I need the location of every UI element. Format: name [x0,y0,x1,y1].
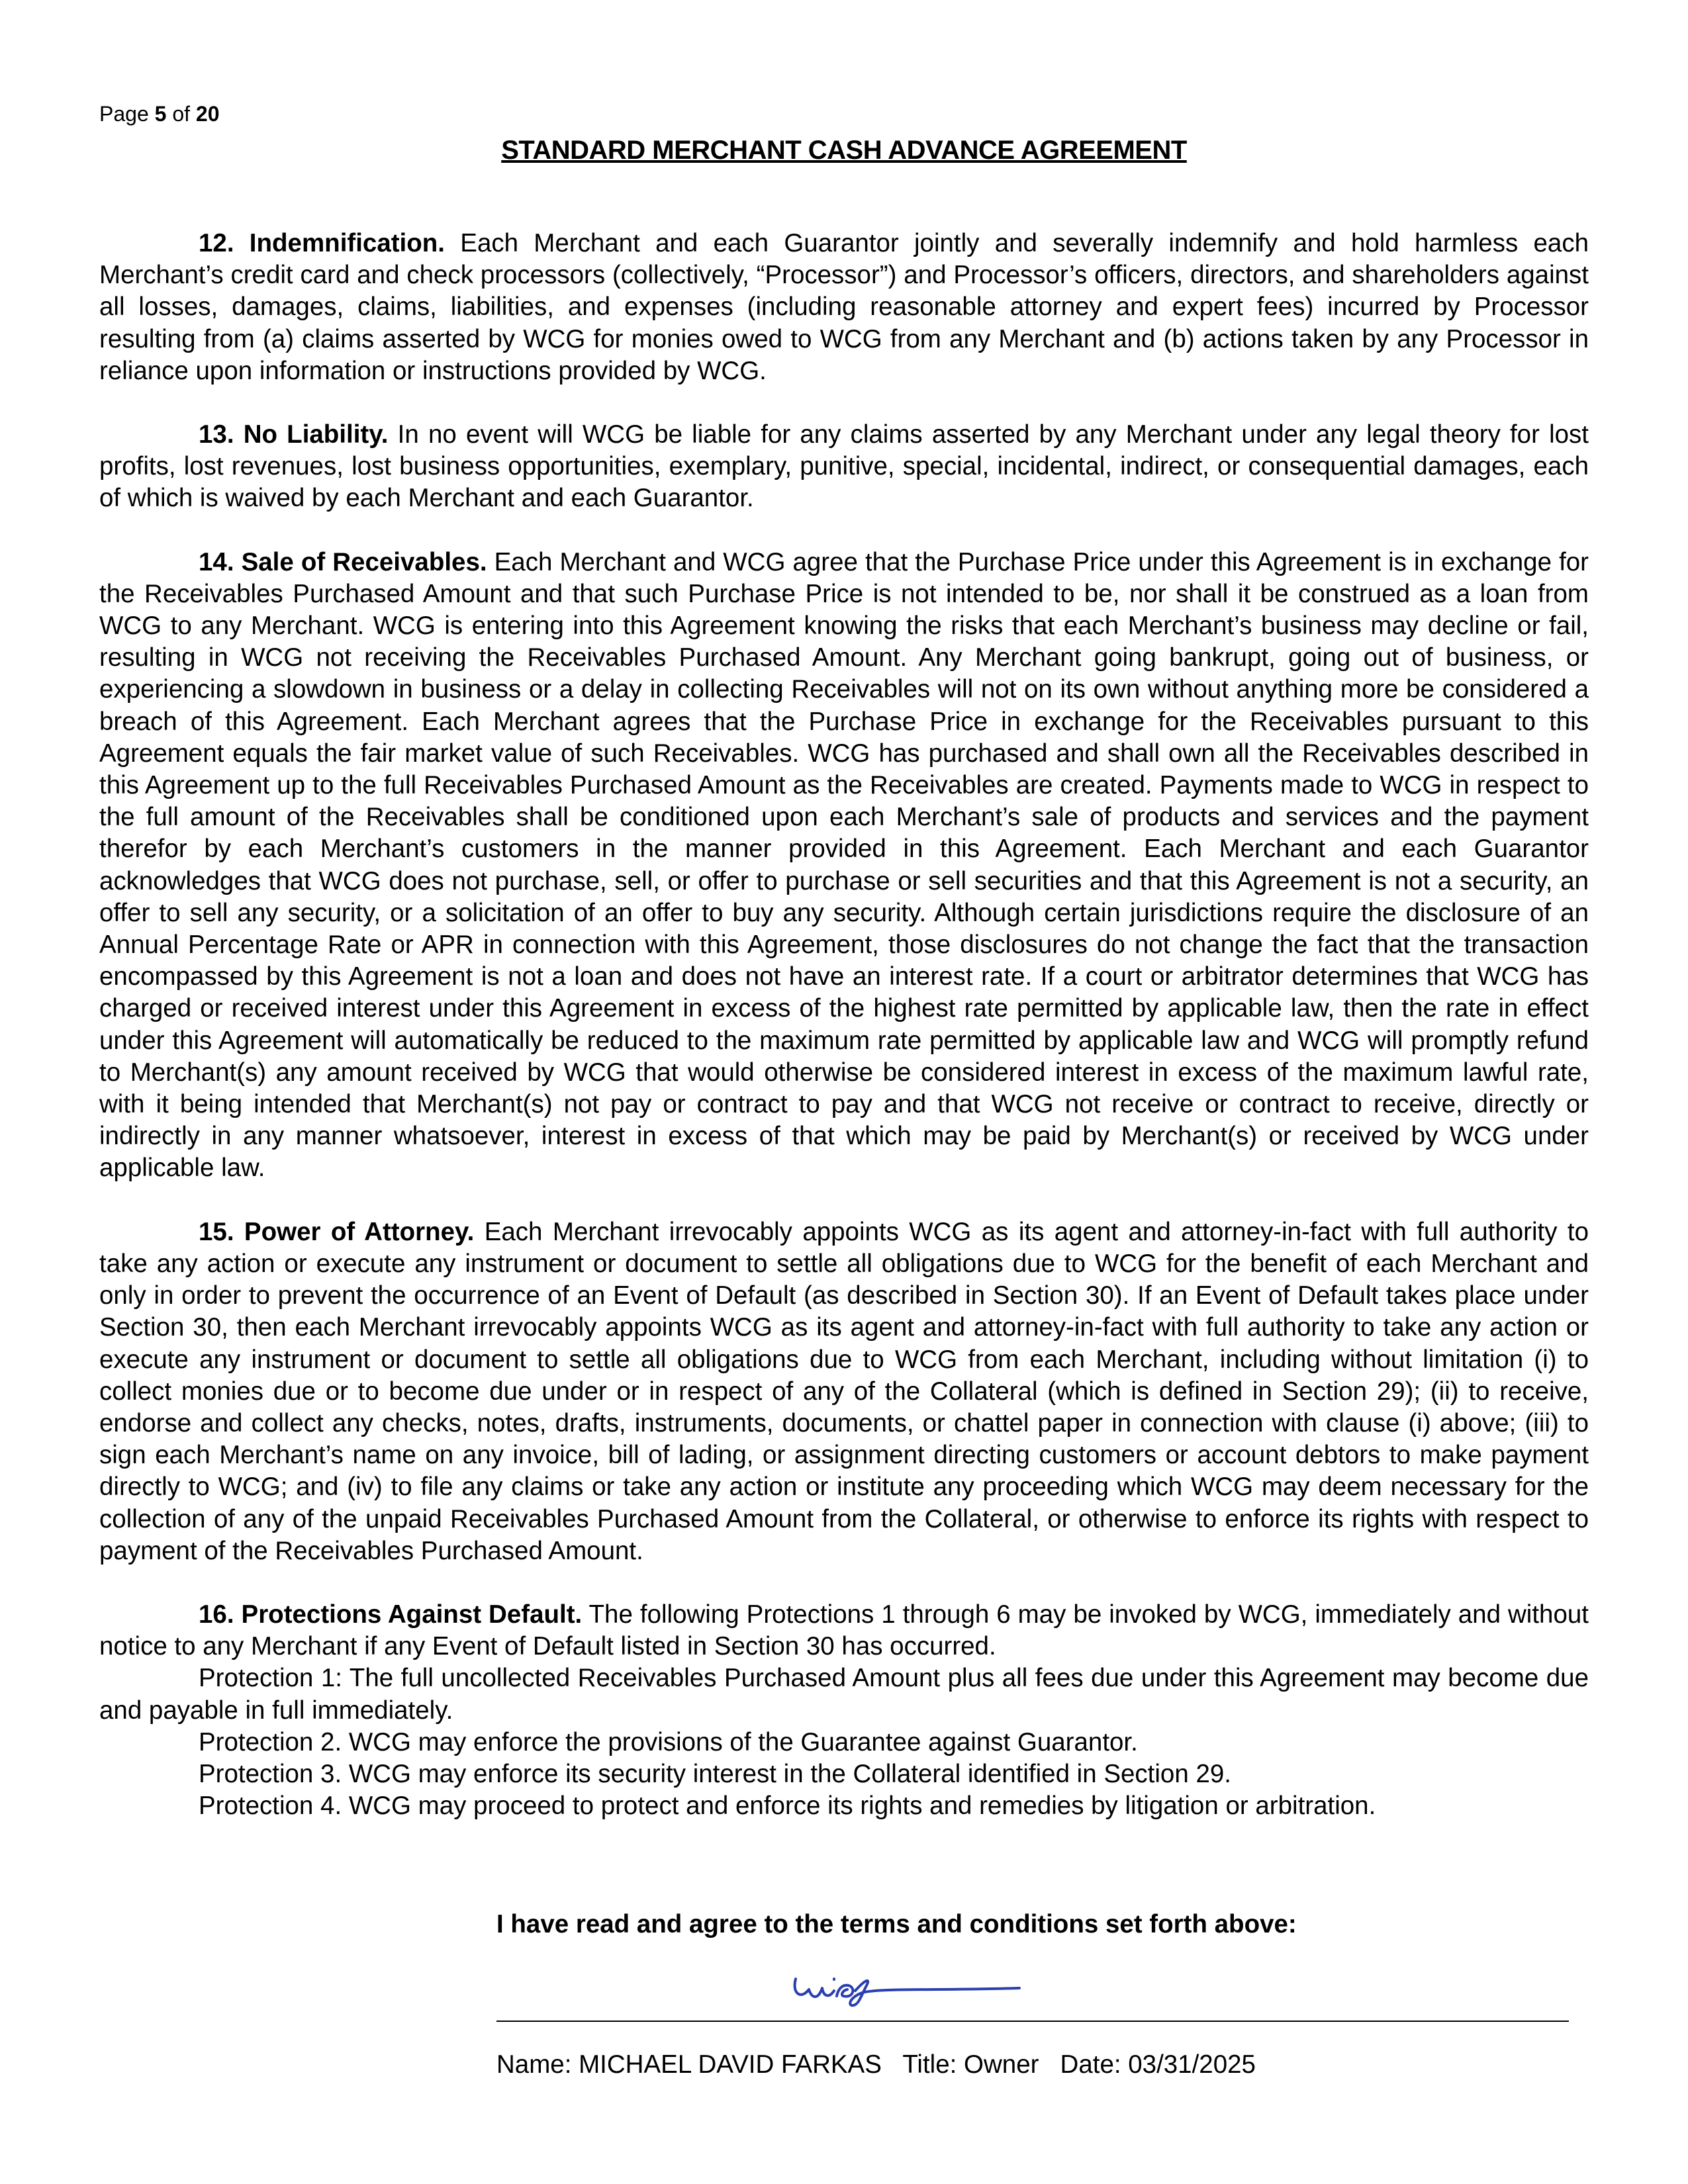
section-12 [99,228,1589,387]
section-13 [99,419,1589,515]
agreement-statement: I have read and agree to the terms and conditions set forth above: [496,1910,1297,1938]
protection-item: Protection 4. WCG may proceed to protect and enforce its rights and remedies by litigation or arbitration. [199,1792,1376,1821]
section-heading: 14. Sale of Receivables. [199,547,487,576]
name-label: Name: [496,2050,579,2079]
signature-line [496,2021,1569,2022]
signer-name: MICHAEL DAVID FARKAS [579,2050,882,2079]
document-title: STANDARD MERCHANT CASH ADVANCE AGREEMENT [501,136,1187,165]
section-text: In no event will WCG be liable for any claims asserted by any Merchant under any legal theory for lost profits, lost revenues, lost business opportunities, exemplary, punitive, special, incidental, indirect, or consequential damages, each of which is waived by each Merchant and each Guarantor. [99,420,1589,513]
section-text: Each Merchant irrevocably appoints WCG as its agent and attorney-in-fact with full authority to take any action or execute any instrument or document to settle all obligations due to WCG for the benefit of each Merchant and only in order to prevent the occurrence of an Event of Default (as described in Section 30). If an Event of Default takes place under Section 30, then each Merchant irrevocably appoints WCG as its agent and attorney-in-fact with full authority to take any action or execute any instrument or document to settle all obligations due to WCG from each Merchant, including without limitation (i) to collect monies due or to become due under or in respect of any of the Collateral (which is defined in Section 29); (ii) to receive, endorse and collect any checks, notes, drafts, instruments, documents, or chattel paper in connection with clause (i) above; (iii) to sign each Merchant’s name on any invoice, bill of lading, or assignment directing customers or account debtors to make payment directly to WCG; and (iv) to file any claims or take any action or institute any proceeding which WCG may deem necessary for the collection of any of the unpaid Receivables Purchased Amount from the Collateral, or otherwise to enforce its rights with respect to payment of the Receivables Purchased Amount. [99,1217,1589,1565]
section-text: The following Protections 1 through 6 may be invoked by WCG, immediately and without notice to any Merchant if any Event of Default listed in Section 30 has occurred. [99,1600,1589,1661]
protection-item: Protection 3. WCG may enforce its security interest in the Collateral identified in Section 29. [199,1759,1231,1788]
section-heading: 15. Power of Attorney. [199,1217,475,1246]
section-heading: 12. Indemnification. [199,229,445,257]
protection-item: Protection 1: The full uncollected Receivables Purchased Amount plus all fees due under this Agreement may become due and payable in full immediately. [99,1664,1589,1725]
signer-title: Owner [964,2050,1039,2079]
section-16 [99,1599,1589,1662]
total-pages: 20 [195,102,220,126]
document-body [99,228,1589,1822]
section-14 [99,547,1589,1185]
section-text: Each Merchant and WCG agree that the Purchase Price under this Agreement is in exchange for the Receivables Purchased Amount and that such Purchase Price is not intended to be, nor shall it be construed as a loan from WCG to any Merchant. WCG is entering into this Agreement knowing the risks that each Merchant’s business may decline or fail, resulting in WCG not receiving the Receivables Purchased Amount. Any Merchant going bankrupt, going out of business, or experiencing a slowdown in business or a delay in collecting Receivables will not on its own without anything more be considered a breach of this Agreement. Each Merchant agrees that the Purchase Price in exchange for the Receivables pursuant to this Agreement equals the fair market value of such Receivables. WCG has purchased and shall own all the Receivables described in this Agreement up to the full Receivables Purchased Amount as the Receivables are created. Payments made to WCG in respect to the full amount of the Receivables shall be conditioned upon each Merchant’s sale of products and services and the payment therefor by each Merchant’s customers in the manner provided in this Agreement. Each Merchant and each Guarantor acknowledges that WCG does not purchase, sell, or offer to purchase or sell securities and that this Agreement is not a security, an offer to sell any security, or a solicitation of an offer to buy any security. Although certain jurisdictions require the disclosure of an Annual Percentage Rate or APR in connection with this Agreement, those disclosures do not change the fact that the transaction encompassed by this Agreement is not a loan and does not have an interest rate. If a court or arbitrator determines that WCG has charged or received interest under this Agreement in excess of the highest rate permitted by applicable law, then the rate in effect under this Agreement will automatically be reduced to the maximum rate permitted by applicable law and WCG will promptly refund to Merchant(s) any amount received by WCG that would otherwise be considered interest in excess of the maximum lawful rate, with it being intended that Merchant(s) not pay or contract to pay and that WCG not receive or contract to receive, directly or indirectly in any manner whatsoever, interest in excess of that which may be paid by Merchant(s) or received by WCG under applicable law. [99,547,1589,1183]
section-15 [99,1216,1589,1567]
page-number [99,101,219,127]
title-label: Title: [902,2050,964,2079]
section-heading: 16. Protections Against Default. [199,1600,583,1629]
page-prefix: Page [99,102,155,126]
signature-date: 03/31/2025 [1128,2050,1256,2079]
signer-info [496,2050,1256,2079]
section-text: Each Merchant and each Guarantor jointly and severally indemnify and hold harmless each Merchant’s credit card and check processors (collectively, “Processor”) and Processor’s officers, directors, and shareholders against all losses, damages, claims, liabilities, and expenses (including reasonable attorney and expert fees) incurred by Processor resulting from (a) claims asserted by WCG for monies owed to WCG from any Merchant and (b) actions taken by any Processor in reliance upon information or instructions provided by WCG. [99,229,1589,385]
page-of: of [166,102,196,126]
date-label: Date: [1060,2050,1129,2079]
current-page: 5 [154,102,167,126]
handwritten-signature [788,1959,1026,2012]
protection-item: Protection 2. WCG may enforce the provisions of the Guarantee against Guarantor. [199,1727,1138,1756]
section-heading: 13. No Liability. [199,420,389,449]
